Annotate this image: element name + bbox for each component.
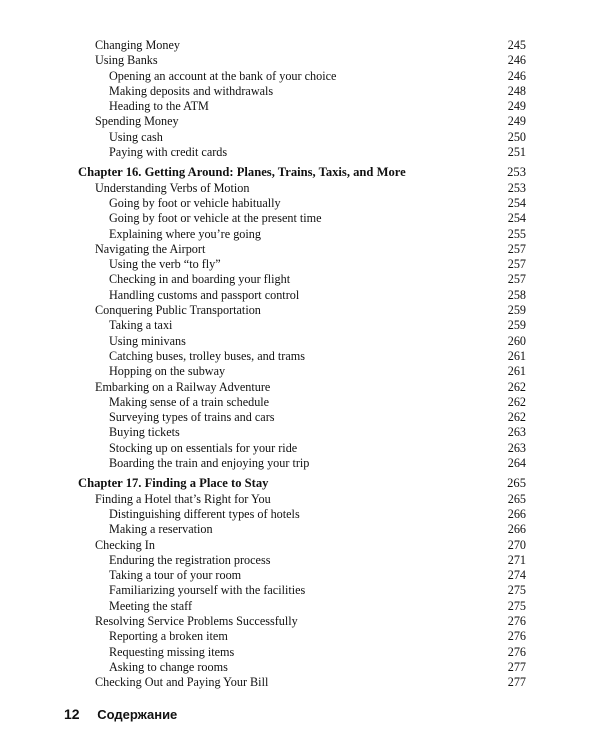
toc-chapter-heading xyxy=(78,476,526,491)
toc-entry xyxy=(78,130,526,145)
toc-entry xyxy=(78,99,526,114)
toc-entry-page-number: 253 xyxy=(507,165,526,180)
toc-entry-page-number: 276 xyxy=(507,629,526,644)
toc-entry-page-number: 276 xyxy=(507,644,526,659)
toc-entry xyxy=(78,288,526,303)
toc-entry xyxy=(78,349,526,364)
toc-entry xyxy=(78,599,526,614)
toc-entry-page-number: 246 xyxy=(507,68,526,83)
toc-entry-title: Spending Money xyxy=(95,114,179,129)
toc-entry-title: Checking In xyxy=(95,537,155,552)
toc-entry-page-number: 266 xyxy=(507,522,526,537)
toc-entry-title: Asking to change rooms xyxy=(109,659,228,674)
toc-entry xyxy=(78,441,526,456)
table-of-contents xyxy=(78,38,526,690)
toc-entry-page-number: 262 xyxy=(507,379,526,394)
toc-entry xyxy=(78,69,526,84)
toc-entry-page-number: 270 xyxy=(507,537,526,552)
running-section-title: Содержание xyxy=(97,707,178,722)
toc-entry xyxy=(78,257,526,272)
toc-entry-page-number: 257 xyxy=(507,257,526,272)
toc-entry xyxy=(78,318,526,333)
toc-entry-title: Embarking on a Railway Adventure xyxy=(95,379,271,394)
page-footer xyxy=(64,704,177,724)
toc-entry xyxy=(78,395,526,410)
toc-entry-page-number: 263 xyxy=(507,425,526,440)
toc-entry-page-number: 266 xyxy=(507,506,526,521)
toc-entry xyxy=(78,629,526,644)
toc-entry xyxy=(78,181,526,196)
toc-entry-page-number: 275 xyxy=(507,598,526,613)
toc-entry-page-number: 257 xyxy=(507,241,526,256)
toc-entry-title: Meeting the staff xyxy=(109,598,193,613)
toc-entry-page-number: 277 xyxy=(507,659,526,674)
toc-entry-page-number: 277 xyxy=(507,675,526,690)
toc-entry-page-number: 263 xyxy=(507,440,526,455)
toc-entry-title: Explaining where you’re going xyxy=(109,226,261,241)
toc-entry-title: Familiarizing yourself with the facilities xyxy=(109,583,306,598)
toc-entry xyxy=(78,675,526,690)
toc-entry-title: Handling customs and passport control xyxy=(109,287,300,302)
toc-entry xyxy=(78,145,526,160)
toc-entry-title: Checking Out and Paying Your Bill xyxy=(95,675,269,690)
toc-entry-page-number: 265 xyxy=(507,476,526,491)
toc-entry-title: Catching buses, trolley buses, and trams xyxy=(109,348,305,363)
toc-entry xyxy=(78,583,526,598)
toc-entry-title: Paying with credit cards xyxy=(109,145,228,160)
toc-entry-title: Reporting a broken item xyxy=(109,629,228,644)
toc-entry-title: Making sense of a train schedule xyxy=(109,394,270,409)
toc-chapter-heading xyxy=(78,165,526,180)
toc-entry xyxy=(78,425,526,440)
toc-entry-page-number: 261 xyxy=(507,364,526,379)
toc-entry-page-number: 261 xyxy=(507,348,526,363)
toc-entry xyxy=(78,553,526,568)
toc-entry-page-number: 255 xyxy=(507,226,526,241)
toc-entry-page-number: 275 xyxy=(507,583,526,598)
toc-entry xyxy=(78,114,526,129)
toc-entry xyxy=(78,660,526,675)
toc-entry-page-number: 253 xyxy=(507,180,526,195)
toc-entry-title: Distinguishing different types of hotels xyxy=(109,506,300,521)
toc-entry-page-number: 254 xyxy=(507,195,526,210)
toc-entry-title: Surveying types of trains and cars xyxy=(109,410,275,425)
toc-entry-title: Going by foot or vehicle at the present time xyxy=(109,211,322,226)
toc-entry xyxy=(78,272,526,287)
toc-entry-page-number: 274 xyxy=(507,568,526,583)
toc-entry-page-number: 251 xyxy=(507,145,526,160)
toc-entry-title: Using the verb “to fly” xyxy=(109,257,221,272)
toc-entry xyxy=(78,522,526,537)
toc-entry-title: Checking in and boarding your flight xyxy=(109,272,291,287)
toc-entry-page-number: 265 xyxy=(507,491,526,506)
toc-entry xyxy=(78,614,526,629)
toc-entry xyxy=(78,456,526,471)
toc-entry-title: Finding a Hotel that’s Right for You xyxy=(95,491,271,506)
toc-entry xyxy=(78,364,526,379)
toc-entry-title: Making a reservation xyxy=(109,522,213,537)
toc-entry-title: Navigating the Airport xyxy=(95,241,206,256)
toc-entry-page-number: 264 xyxy=(507,456,526,471)
toc-entry xyxy=(78,84,526,99)
toc-entry-title: Enduring the registration process xyxy=(109,552,271,567)
toc-entry-page-number: 250 xyxy=(507,129,526,144)
toc-entry-page-number: 248 xyxy=(507,83,526,98)
toc-entry xyxy=(78,38,526,53)
toc-entry-title: Going by foot or vehicle habitually xyxy=(109,195,281,210)
toc-entry-title: Hopping on the subway xyxy=(109,364,226,379)
toc-entry-title: Taking a taxi xyxy=(109,318,173,333)
page-number: 12 xyxy=(64,706,80,722)
toc-entry-title: Requesting missing items xyxy=(109,644,235,659)
toc-entry-title: Making deposits and withdrawals xyxy=(109,83,274,98)
toc-entry-title: Opening an account at the bank of your choice xyxy=(109,68,337,83)
toc-entry-title: Stocking up on essentials for your ride xyxy=(109,440,298,455)
toc-entry-page-number: 246 xyxy=(507,53,526,68)
toc-entry-title: Using cash xyxy=(109,129,163,144)
toc-entry-page-number: 276 xyxy=(507,613,526,628)
toc-entry xyxy=(78,645,526,660)
toc-entry-page-number: 254 xyxy=(507,211,526,226)
toc-entry-title: Taking a tour of your room xyxy=(109,568,242,583)
toc-entry xyxy=(78,227,526,242)
toc-entry xyxy=(78,303,526,318)
toc-entry-title: Buying tickets xyxy=(109,425,180,440)
toc-entry-title: Boarding the train and enjoying your trip xyxy=(109,456,310,471)
toc-entry-page-number: 259 xyxy=(507,303,526,318)
toc-entry-page-number: 259 xyxy=(507,318,526,333)
toc-entry-title: Changing Money xyxy=(95,38,180,52)
toc-entry xyxy=(78,242,526,257)
toc-entry-title: Chapter 16. Getting Around: Planes, Trains, Taxis, and More xyxy=(78,165,406,180)
toc-entry xyxy=(78,410,526,425)
toc-entry-title: Conquering Public Transportation xyxy=(95,303,261,318)
toc-entry-title: Using Banks xyxy=(95,53,158,68)
toc-entry-page-number: 249 xyxy=(507,114,526,129)
toc-entry xyxy=(78,380,526,395)
toc-entry-page-number: 245 xyxy=(507,38,526,52)
toc-entry-page-number: 271 xyxy=(507,552,526,567)
toc-entry xyxy=(78,492,526,507)
toc-entry xyxy=(78,568,526,583)
toc-entry xyxy=(78,196,526,211)
toc-entry-page-number: 258 xyxy=(507,287,526,302)
toc-entry xyxy=(78,507,526,522)
toc-entry xyxy=(78,211,526,226)
toc-entry-page-number: 262 xyxy=(507,394,526,409)
toc-entry-page-number: 257 xyxy=(507,272,526,287)
toc-entry-title: Heading to the ATM xyxy=(109,99,209,114)
toc-entry xyxy=(78,53,526,68)
toc-entry-page-number: 249 xyxy=(507,99,526,114)
toc-entry xyxy=(78,538,526,553)
toc-entry-title: Understanding Verbs of Motion xyxy=(95,180,250,195)
toc-entry-title: Using minivans xyxy=(109,333,186,348)
toc-entry xyxy=(78,334,526,349)
toc-entry-title: Resolving Service Problems Successfully xyxy=(95,613,298,628)
toc-entry-page-number: 262 xyxy=(507,410,526,425)
toc-entry-page-number: 260 xyxy=(507,333,526,348)
toc-entry-title: Chapter 17. Finding a Place to Stay xyxy=(78,476,269,491)
